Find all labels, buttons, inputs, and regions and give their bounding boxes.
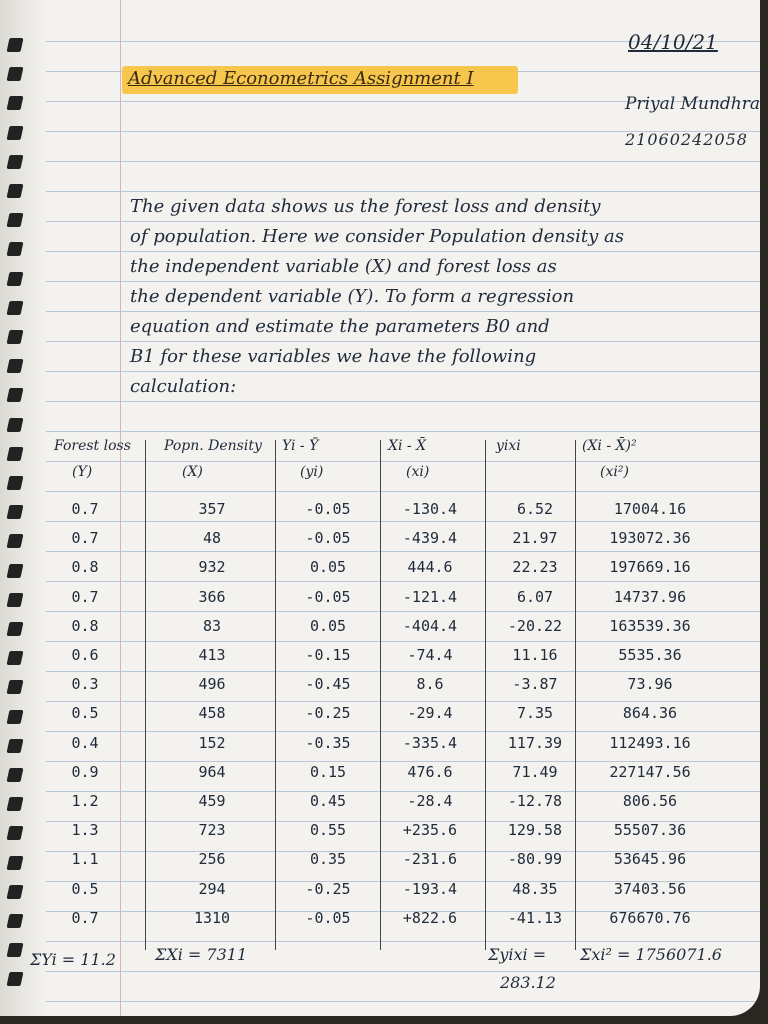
table-cell: 0.55 (309, 821, 347, 840)
binding-ring (7, 447, 24, 461)
table-cell: -439.4 (402, 529, 458, 548)
paragraph-line: calculation: (130, 376, 237, 397)
table-cell: 11.16 (512, 646, 558, 664)
table-cell: -12.78 (507, 792, 563, 810)
table-cell: 0.35 (309, 850, 347, 869)
table-cell: 723 (198, 821, 226, 840)
table-cell: 676670.76 (609, 908, 691, 927)
table-cell: 806.56 (622, 792, 678, 810)
table-cell: +235.6 (402, 821, 458, 840)
column-header: Yi - Ȳ (282, 438, 319, 454)
table-cell: 0.7 (71, 500, 99, 518)
table-cell: 458 (198, 704, 226, 723)
column-header: (xi) (406, 464, 430, 480)
table-cell: 0.7 (71, 587, 99, 606)
table-cell: 476.6 (407, 762, 453, 781)
table-cell: 0.3 (71, 675, 99, 694)
table-cell: 55507.36 (613, 821, 687, 840)
binding-ring (7, 768, 24, 782)
total-sum-x: ΣXi = 7311 (155, 945, 248, 964)
table-cell: 0.5 (71, 879, 99, 898)
table-cell: 83 (202, 616, 222, 635)
table-cell: 197669.16 (609, 558, 691, 577)
binding-ring (7, 38, 24, 52)
table-cell: 496 (198, 675, 226, 694)
table-cell: 73.96 (627, 675, 673, 694)
table-cell: 129.58 (507, 821, 563, 840)
table-cell: 357 (198, 500, 226, 518)
table-cell: 53645.96 (613, 850, 687, 869)
column-header: (Y) (72, 464, 93, 480)
table-cell: 112493.16 (609, 733, 691, 752)
binding-ring (7, 739, 24, 753)
table-cell: 0.5 (71, 704, 99, 723)
table-cell: 1.2 (71, 792, 99, 810)
table-cell: -41.13 (507, 908, 563, 927)
table-cell: -0.25 (305, 879, 351, 898)
table-cell: 117.39 (507, 733, 563, 752)
binding-ring (7, 476, 24, 490)
table-cell: 932 (198, 558, 226, 577)
table-cell: 864.36 (622, 704, 678, 723)
table-cell: 1.1 (71, 850, 99, 869)
table-cell: -80.99 (507, 850, 563, 869)
paragraph-line: equation and estimate the parameters B0 and (130, 316, 550, 337)
table-cell: -20.22 (507, 616, 563, 635)
table-cell: 1.3 (71, 821, 99, 840)
page-title: Advanced Econometrics Assignment I (128, 68, 474, 89)
table-cell: 0.05 (309, 616, 347, 635)
paragraph-line: The given data shows us the forest loss and density (130, 196, 601, 217)
table-cell: -3.87 (512, 675, 558, 694)
binding-ring (7, 418, 24, 432)
total-sum-yx: Σyixi = (488, 945, 547, 964)
table-cell: 0.7 (71, 529, 99, 548)
table-cell: -0.05 (305, 529, 351, 548)
binding-ring (7, 330, 24, 344)
table-cell: -0.05 (305, 587, 351, 606)
table-cell: 256 (198, 850, 226, 869)
table-cell: -0.15 (305, 646, 351, 664)
column-header: (yi) (300, 464, 324, 480)
table-cell: 8.6 (416, 675, 444, 694)
table-cell: -74.4 (407, 646, 453, 664)
table-cell: 366 (198, 587, 226, 606)
table-cell: -0.35 (305, 733, 351, 752)
table-cell: 0.15 (309, 762, 347, 781)
table-cell: 48.35 (512, 879, 558, 898)
table-cell: 5535.36 (618, 646, 682, 664)
table-cell: -231.6 (402, 850, 458, 869)
table-cell: -0.05 (305, 500, 351, 518)
binding-ring (7, 885, 24, 899)
table-cell: 0.05 (309, 558, 347, 577)
binding-ring (7, 622, 24, 636)
table-cell: 22.23 (512, 558, 558, 577)
column-header: Popn. Density (164, 438, 262, 454)
table-cell: 444.6 (407, 558, 453, 577)
total-sum-yx-value: 283.12 (500, 973, 556, 992)
table-cell: 48 (202, 529, 222, 548)
binding-ring (7, 593, 24, 607)
table-cell: 17004.16 (613, 500, 687, 518)
table-cell: 459 (198, 792, 226, 810)
table-cell: -0.25 (305, 704, 351, 723)
table-cell: 21.97 (512, 529, 558, 548)
table-cell: +822.6 (402, 908, 458, 927)
table-cell: -0.05 (305, 908, 351, 927)
table-cell: 37403.56 (613, 879, 687, 898)
table-cell: 6.07 (516, 587, 554, 606)
paragraph-line: the dependent variable (Y). To form a regression (130, 286, 575, 307)
total-sum-y: ΣYi = 11.2 (30, 950, 116, 969)
binding-ring (7, 856, 24, 870)
column-header: (xi²) (600, 464, 629, 480)
table-cell: 0.45 (309, 792, 347, 810)
table-cell: -193.4 (402, 879, 458, 898)
table-cell: -335.4 (402, 733, 458, 752)
table-cell: 1310 (193, 908, 231, 927)
table-cell: 14737.96 (613, 587, 687, 606)
column-header: Xi - X̄ (388, 438, 427, 454)
table-cell: 6.52 (516, 500, 554, 518)
table-cell: 7.35 (516, 704, 554, 723)
table-cell: 413 (198, 646, 226, 664)
roll-number: 21060242058 (625, 130, 748, 149)
column-header: yixi (496, 438, 521, 454)
table-cell: 0.8 (71, 616, 99, 635)
binding-ring (7, 184, 24, 198)
table-cell: -404.4 (402, 616, 458, 635)
table-cell: 0.6 (71, 646, 99, 664)
table-cell: -28.4 (407, 792, 453, 810)
binding-ring (7, 126, 24, 140)
paragraph-line: of population. Here we consider Population density as (130, 226, 624, 247)
table-cell: 0.9 (71, 762, 99, 781)
table-cell: 227147.56 (609, 762, 691, 781)
date: 04/10/21 (628, 30, 718, 54)
total-sum-x2: Σxi² = 1756071.6 (580, 945, 722, 964)
table-cell: 152 (198, 733, 226, 752)
table-cell: -29.4 (407, 704, 453, 723)
binding-ring (7, 272, 24, 286)
table-cell: 163539.36 (609, 616, 691, 635)
binding-ring (7, 564, 24, 578)
binding-ring (7, 914, 24, 928)
column-header: Forest loss (54, 438, 131, 454)
table-cell: 193072.36 (609, 529, 691, 548)
table-cell: 71.49 (512, 762, 558, 781)
table-cell: 0.4 (71, 733, 99, 752)
table-cell: 0.8 (71, 558, 99, 577)
author-name: Priyal Mundhra (625, 94, 760, 114)
table-column-divider (145, 440, 146, 950)
paragraph-line: B1 for these variables we have the following (130, 346, 537, 367)
binding-ring (7, 155, 24, 169)
table-cell: -0.45 (305, 675, 351, 694)
binding-ring (7, 710, 24, 724)
binding-ring (7, 301, 24, 315)
paragraph-line: the independent variable (X) and forest loss as (130, 256, 557, 277)
table-cell: -130.4 (402, 500, 458, 518)
table-cell: 294 (198, 879, 226, 898)
column-header: (X) (182, 464, 203, 480)
table-cell: 964 (198, 762, 226, 781)
column-header: (Xi - X̄)² (582, 438, 637, 454)
table-cell: -121.4 (402, 587, 458, 606)
table-cell: 0.7 (71, 908, 99, 927)
